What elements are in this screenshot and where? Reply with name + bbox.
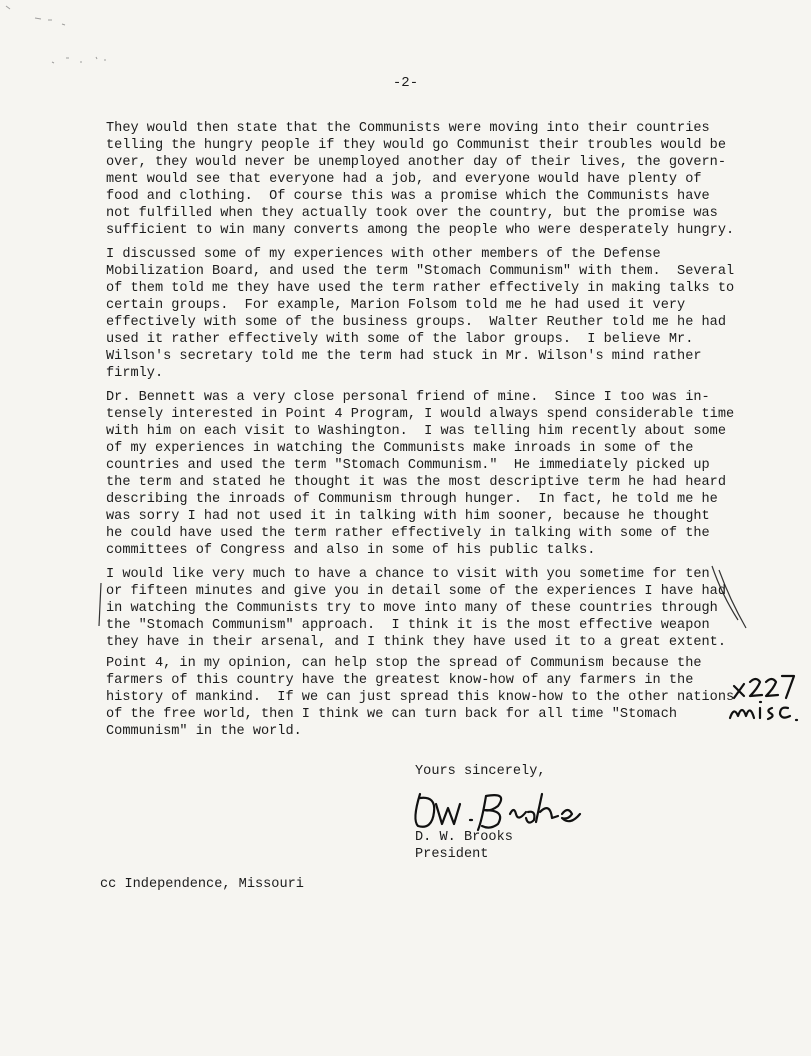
- paragraph-4: I would like very much to have a chance to visit with you sometime for ten or fifteen minutes and give you in detail some of the experiences I have had in watching the Communists try to move into many of these countries through the "Stomach Communism" approach. I think it is the most effective weapon they have in their arsenal, and I think they have used it to a great extent.: [106, 567, 726, 650]
- closing: Yours sincerely,: [415, 764, 546, 779]
- paragraph-1: They would then state that the Communists were moving into their countries telling the hungry people if they would go Communist their troubles would be over, they would never be unemployed another day of their lives, the govern- ment would see that everyone had a job, and everyone would have plenty of food and clothing. Of course this was a promise which the Communists have not fulfilled when they actually took over the country, but the promise was sufficient to win many converts among the people who were desperately hungry.: [106, 121, 735, 238]
- handwritten-signature: [406, 784, 596, 834]
- signer-title: President: [415, 847, 489, 862]
- page-number: -2-: [392, 75, 419, 91]
- paragraph-2: I discussed some of my experiences with other members of the Defense Mobilization Board, and used the term "Stomach Communism" with them. Several of them told me they have used the term rather effectively in making talks to certain groups. For example, Marion Folsom told me he had used it very effectively with some of the business groups. Walter Reuther told me he had used it rather effectively with some of the labor groups. I believe Mr. Wilson's secretary told me the term had stuck in Mr. Wilson's mind rather firmly.: [106, 247, 735, 381]
- signer-name: D. W. Brooks: [415, 830, 513, 845]
- cc-line: cc Independence, Missouri: [100, 877, 304, 892]
- signer-block: [415, 829, 513, 863]
- paragraph-3: Dr. Bennett was a very close personal friend of mine. Since I too was in- tensely interested in Point 4 Program, I would always spend considerable time with him on each visit to Washington. I was telling him recently about some of my experiences in watching the Communists make inroads in some of the countries and used the term "Stomach Communism." He immediately picked up the term and stated he thought it was the most descriptive term he had heard describing the inroads of Communism through hunger. In fact, he told me he was sorry I had not used it in talking with him sooner, because he thought he could have used the term rather effectively in talking with some of the committees of Congress and also in some of his public talks.: [106, 390, 735, 558]
- handwritten-margin-note: [720, 668, 810, 728]
- paragraph-5: Point 4, in my opinion, can help stop the spread of Communism because the farmers of this country have the greatest know-how of any farmers in the history of mankind. If we can just spread this know-how to the other nations of the free world, then I think we can turn back for all time "Stomach Communism" in the world.: [106, 656, 735, 739]
